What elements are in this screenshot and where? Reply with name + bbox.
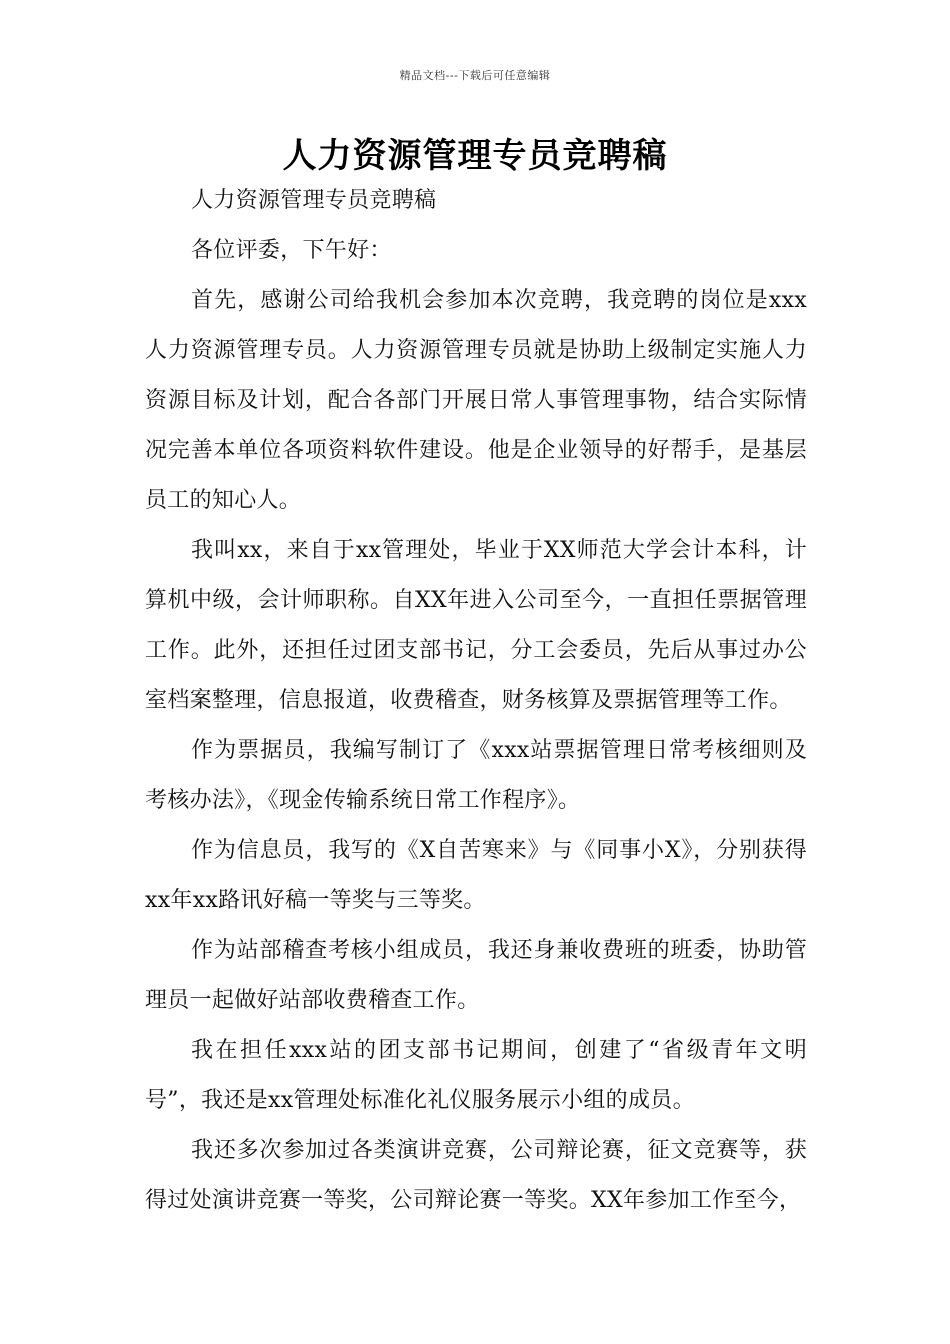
body-paragraph: 首先，感谢公司给我机会参加本次竞聘，我竞聘的岗位是xxx人力资源管理专员。人力资源管理专员就是协助上级制定实施人力资源目标及计划，配合各部门开展日常人事管理事物，结合实际情况完善本单位各项资料软件建设。他是企业领导的好帮手，是基层员工的知心人。 — [145, 288, 807, 513]
greeting-paragraph: 各位评委，下午好： — [191, 238, 392, 263]
document-title: 人力资源管理专员竞聘稿 — [282, 136, 668, 176]
document-body — [145, 176, 807, 1226]
subtitle-paragraph: 人力资源管理专员竞聘稿 — [191, 188, 437, 213]
body-paragraph: 我在担任xxx站的团支部书记期间，创建了“省级青年文明号”，我还是xx管理处标准化礼仪服务展示小组的成员。 — [145, 1038, 807, 1113]
body-paragraph: 作为票据员，我编写制订了《xxx站票据管理日常考核细则及考核办法》，《现金传输系统日常工作程序》。 — [145, 738, 807, 813]
body-paragraph: 我还多次参加过各类演讲竞赛，公司辩论赛，征文竞赛等，获得过处演讲竞赛一等奖，公司辩论赛一等奖。XX年参加工作至今， — [145, 1138, 807, 1213]
header-note: 精品文档---下载后可任意编辑 — [399, 69, 551, 82]
body-paragraph: 作为站部稽查考核小组成员，我还身兼收费班的班委，协助管理员一起做好站部收费稽查工作。 — [145, 938, 807, 1013]
body-paragraph: 作为信息员，我写的《X自苦寒来》与《同事小X》，分别获得xx年xx路讯好稿一等奖与三等奖。 — [145, 838, 807, 913]
body-paragraph: 我叫xx，来自于xx管理处，毕业于XX师范大学会计本科，计算机中级，会计师职称。自XX年进入公司至今，一直担任票据管理工作。此外，还担任过团支部书记，分工会委员，先后从事过办公室档案整理，信息报道，收费稽查，财务核算及票据管理等工作。 — [145, 538, 807, 713]
